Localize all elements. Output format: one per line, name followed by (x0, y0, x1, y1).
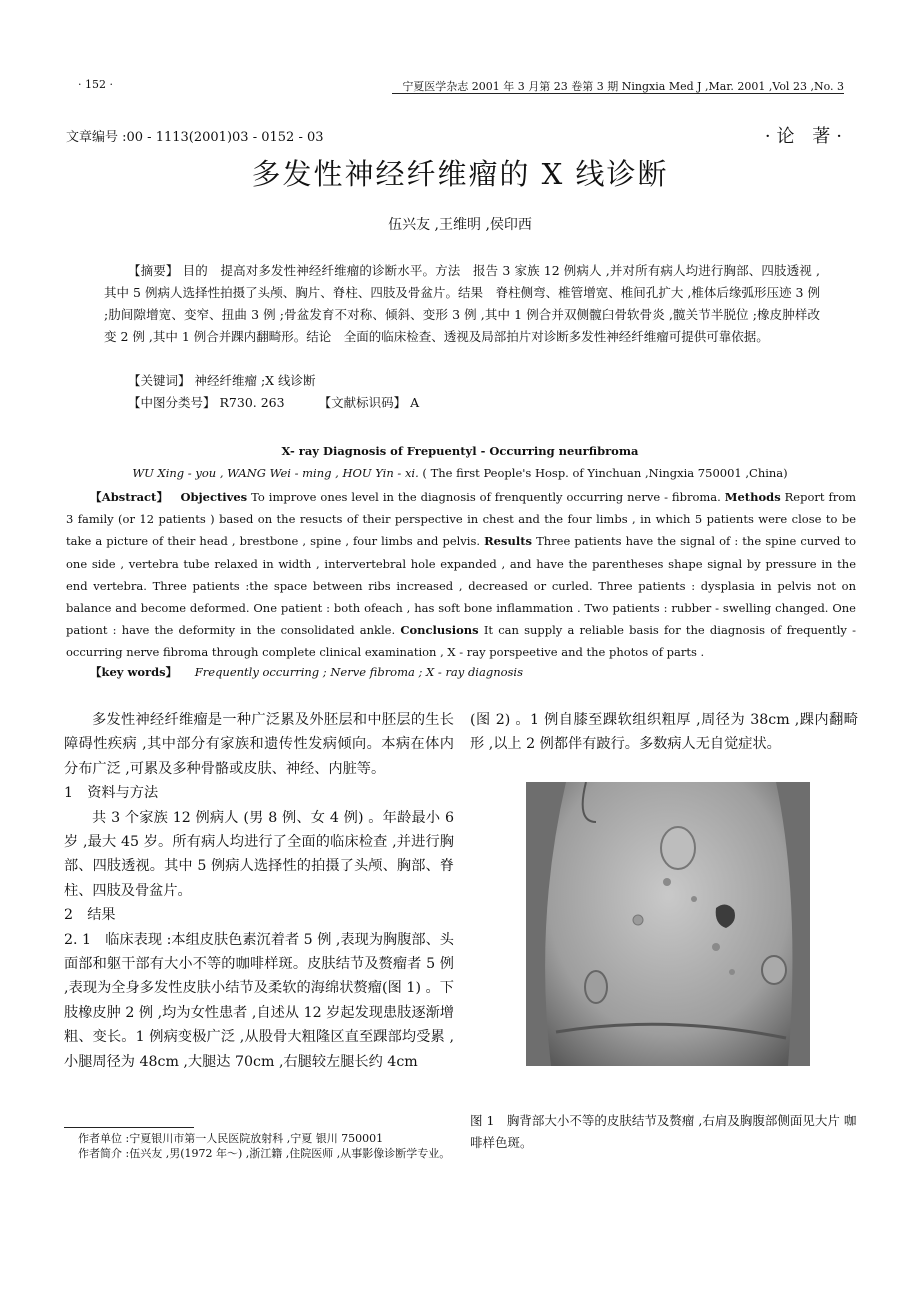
abstract-text: 目的 提高对多发性神经纤维瘤的诊断水平。方法 报告 3 家族 12 例病人 ,并对所有病人均进行胸部、四肢透视 ,其中 5 例病人选择性拍摄了头颅、胸片、脊柱、四肢及骨盆片。结果 脊柱侧弯、椎管增宽、椎间孔扩大 ,椎体后缘弧形压迹 3 例 ;肋间隙增宽、变窄、扭曲 3 例 ;骨盆发育不对称、倾斜、变形 3 例 ,其中 1 例合并双侧髋臼骨软骨炎 ,髋关节半脱位 ;橡皮肿样改变 2 例 ,其中 1 例合并踝内翻畸形。结论 全面的临床检查、透视及局部拍片对诊断多发性神经纤维瘤可提供可靠依据。 (104, 263, 820, 344)
side-nodule (762, 956, 786, 984)
running-header: 宁夏医学杂志 2001 年 3 月第 23 卷第 3 期 Ningxia Med J ,Mar. 2001 ,Vol 23 ,No. 3 (402, 80, 844, 93)
keywords-english (66, 664, 856, 680)
results-paragraph: 2. 1 临床表现 :本组皮肤色素沉着者 5 例 ,表现为胸腹部、头面部和躯干部有大小不等的咖啡样斑。皮肤结节及赘瘤者 5 例 ,表现为全身多发性皮肤小结节及柔软的海绵状赘瘤(图 1) 。下肢橡皮肿 2 例 ,均为女性患者 ,自述从 12 岁起发现患肢逐渐增粗、变长。1 例病变极广泛 ,从股骨大粗隆区直至踝部均受累 ,小腿周径为 48cm ,大腿达 70cm ,右腿较左腿长约 4cm (64, 931, 454, 1070)
small-nodule (712, 943, 720, 951)
footnote-rule (64, 1127, 194, 1128)
title-chinese: 多发性神经纤维瘤的 X 线诊断 (251, 157, 669, 191)
author-bio: 作者简介 :伍兴友 ,男(1972 年～) ,浙江籍 ,住院医师 ,从事影像诊断学专业。 (78, 1147, 451, 1160)
footnote (78, 1131, 458, 1161)
small-nodule (691, 896, 697, 902)
author-unit: 作者单位 :宁夏银川市第一人民医院放射科 ,宁夏 银川 750001 (78, 1132, 384, 1145)
doc-code-value: A (410, 395, 420, 410)
doc-code-label: 【文献标识码】 (318, 395, 407, 410)
body-right-column (470, 708, 858, 757)
results-text: Three patients have the signal of : the spine curved to one side , vertebra tube relaxed in width , intervertebral hole expanded , and have the parentheses shape signal by pressure in the end vertebra. Three patients :the space between ribs increased , decreased or curled. Three patients : dysplasia in pelvis not on balance and become deformed. One patient : both ofeach , has soft bone inflammation . Two patients : rubber - swelling changed. One pationt : have the deformity in the consolidated ankle. (66, 534, 857, 638)
keywords-en-text: Frequently occurring ; Nerve fibroma ; X - ray diagnosis (194, 665, 524, 679)
conclusions-text: It can supply a reliable basis for the diagnosis of frequently - occurring nerve fibroma through complete clinical examination , X - ray porspeetive and the photos of parts . (66, 623, 857, 660)
title-english: X- ray Diagnosis of Frepuentyl - Occurring neurfibroma (281, 444, 639, 458)
affiliation-en: ( The first People's Hosp. of Yinchuan ,Ningxia 750001 ,China) (422, 466, 788, 480)
keywords-text: 神经纤维瘤 ;X 线诊断 (194, 373, 316, 388)
clc-label: 【中图分类号】 (128, 395, 216, 410)
clinical-photo (526, 782, 810, 1066)
results-continued: (图 2) 。1 例自膝至踝软组织粗厚 ,周径为 38cm ,踝内翻畸形 ,以上 2 例都伴有跛行。多数病人无自觉症状。 (470, 712, 858, 753)
authors-chinese: 伍兴友 ,王维明 ,侯印西 (388, 217, 532, 233)
large-nodule (661, 827, 695, 869)
abstract-english (66, 486, 856, 664)
abstract-en-label: 【Abstract】 (90, 490, 169, 504)
small-nodule (633, 915, 643, 925)
intro-paragraph: 多发性神经纤维瘤是一种广泛累及外胚层和中胚层的生长障碍性疾病 ,其中部分有家族和遗传性发病倾向。本病在体内分布广泛 ,可累及多种骨骼或皮肤、神经、内脏等。 (64, 712, 454, 777)
classification-line (104, 392, 820, 414)
column-tag: ·论 著· (764, 126, 848, 147)
abstract-label: 【摘要】 (128, 263, 179, 278)
body-left-column (64, 708, 454, 1074)
figure-caption: 图 1 胸背部大小不等的皮肤结节及赘瘤 ,右肩及胸腹部侧面见大片 咖啡样色斑。 (470, 1113, 857, 1150)
conclusions-label: Conclusions (400, 623, 479, 638)
objectives-text: To improve ones level in the diagnosis of frenquently occurring nerve - fibroma. (251, 490, 721, 504)
section-heading-1: 1 资料与方法 (64, 785, 159, 802)
page-number: · 152 · (78, 78, 113, 91)
small-nodule (729, 969, 735, 975)
keywords-label: 【关键词】 (128, 373, 191, 388)
author-names-en: WU Xing - you , WANG Wei - ming , HOU Yin - xi. (132, 466, 419, 480)
objectives-label: Objectives (180, 490, 248, 504)
header-rule (392, 93, 844, 94)
authors-english (66, 466, 854, 480)
side-nodule (585, 971, 607, 1003)
clc-value: R730. 263 (219, 395, 285, 410)
section-heading-2: 2 结果 (64, 907, 116, 924)
small-nodule (663, 878, 671, 886)
abstract-chinese (104, 260, 820, 348)
article-number: 文章编号 :00 - 1113(2001)03 - 0152 - 03 (66, 130, 324, 145)
methods-text: Report from 3 family (or 12 patients ) based on the resucts of their perspective in chest and the four limbs , in which 5 patients were close to be take a picture of their head , brestbone , spine , four limbs and pelvis. (66, 490, 857, 549)
keywords-en-label: 【key words】 (90, 665, 178, 679)
results-label: Results (484, 534, 532, 549)
keywords-chinese (104, 370, 820, 392)
methods-paragraph: 共 3 个家族 12 例病人 (男 8 例、女 4 例) 。年龄最小 6 岁 ,最大 45 岁。所有病人均进行了全面的临床检查 ,并进行胸部、四肢透视。其中 5 例病人选择性的拍摄了头颅、胸部、脊柱、四肢及骨盆片。 (64, 809, 454, 899)
methods-label: Methods (724, 490, 781, 504)
